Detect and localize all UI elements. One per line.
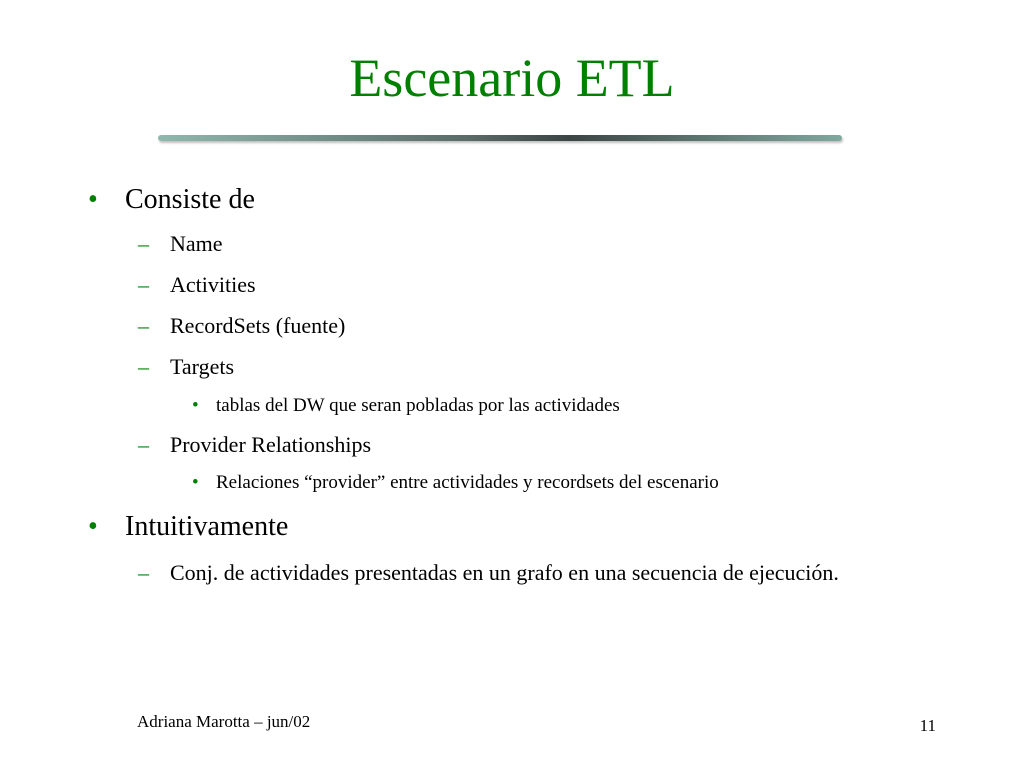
bullet-marker: • (192, 395, 199, 416)
sub-sub-item-targets-desc (192, 394, 620, 418)
dash-marker: – (138, 313, 149, 338)
sub-item-text: Activities (170, 272, 256, 297)
sub-item-text: Conj. de actividades presentadas en un grafo en una secuencia de ejecución. (170, 560, 839, 585)
dash-marker: – (138, 272, 149, 297)
page-number: 11 (919, 716, 936, 735)
sub-sub-item-text: Relaciones “provider” entre actividades y recordsets del escenario (216, 472, 719, 493)
bullet-marker: • (192, 472, 199, 493)
bullet-text: Consiste de (125, 184, 255, 215)
title-divider (158, 135, 842, 141)
sub-sub-item-provider-desc (192, 471, 719, 495)
dash-marker: – (138, 231, 149, 256)
sub-item-targets (138, 352, 235, 382)
dash-marker: – (138, 432, 149, 457)
sub-item-activities (138, 270, 256, 300)
bullet-intuitivamente (88, 511, 289, 543)
sub-item-text: Name (170, 231, 223, 256)
bullet-text: Intuitivamente (125, 511, 289, 542)
sub-sub-item-text: tablas del DW que seran pobladas por las actividades (216, 395, 620, 416)
sub-item-text: Targets (170, 354, 235, 379)
bullet-marker: • (88, 184, 98, 215)
bullet-marker: • (88, 511, 98, 542)
sub-item-conj-actividades (138, 558, 930, 588)
sub-item-text: RecordSets (fuente) (170, 313, 346, 338)
sub-item-name (138, 229, 223, 259)
sub-item-recordsets (138, 311, 346, 341)
bullet-consiste-de (88, 184, 255, 216)
slide-title: Escenario ETL (349, 48, 675, 108)
sub-item-provider-relationships (138, 430, 372, 460)
footer-author: Adriana Marotta – jun/02 (137, 712, 311, 731)
dash-marker: – (138, 560, 149, 585)
dash-marker: – (138, 354, 149, 379)
sub-item-text: Provider Relationships (170, 432, 372, 457)
